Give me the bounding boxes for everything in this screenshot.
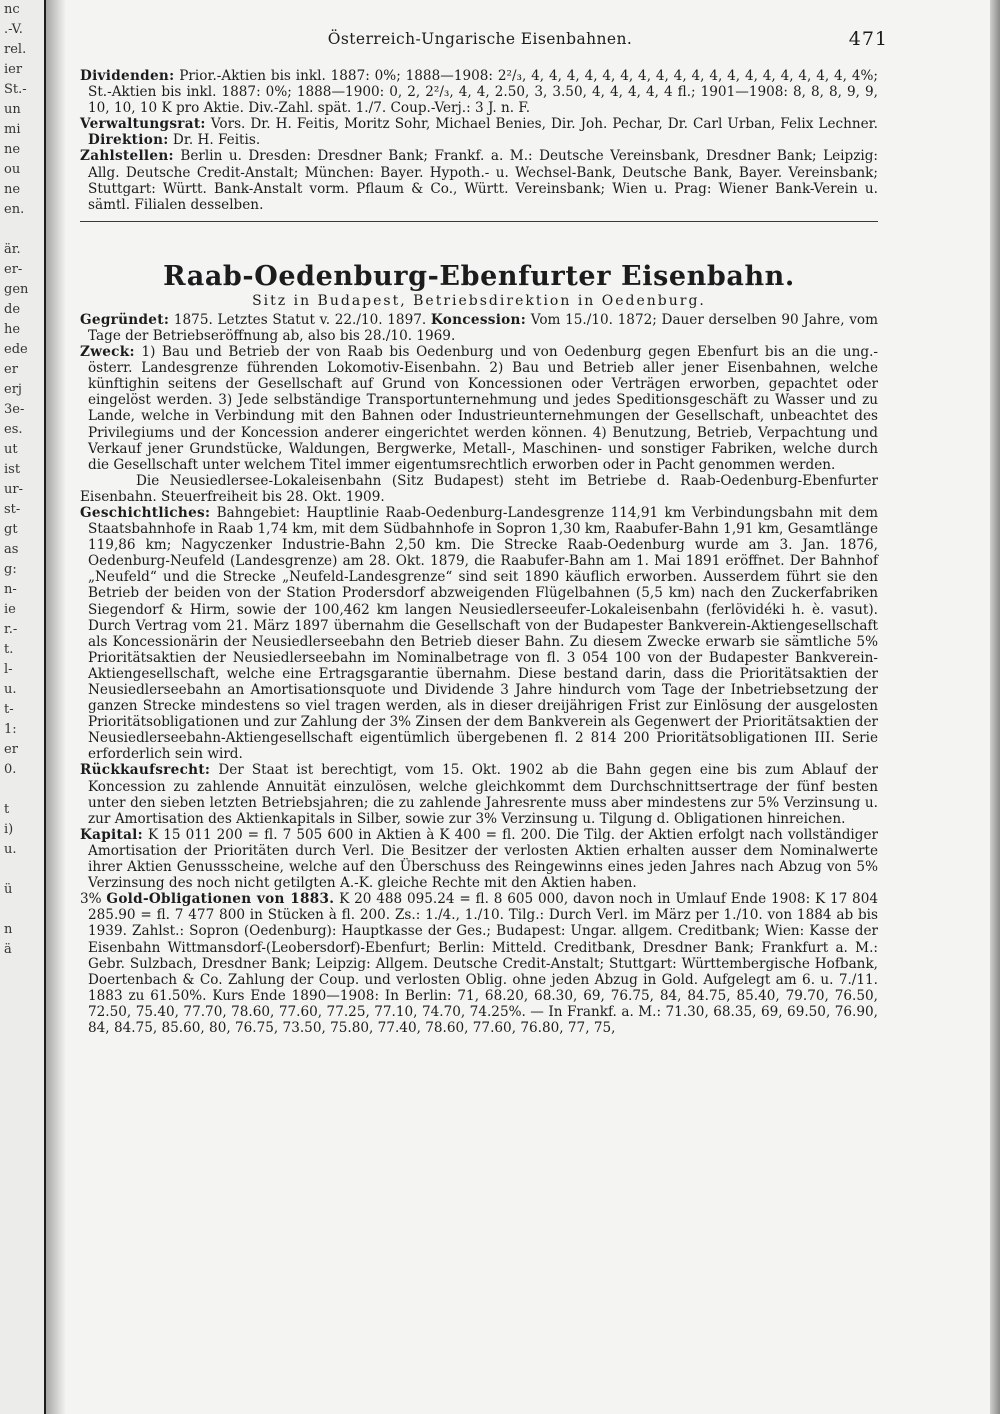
geschichtliches-entry <box>80 505 878 763</box>
entry-text: 1) Bau und Betrieb der von Raab bis Oedenburg und von Oedenburg gegen Ebenfurt bis an die ung.-österr. Landesgrenze führenden Lokomotiv-Eisenbahn. 2) Bau und Betrieb aller jener Eisenbahnen, welche künftighin seitens der Gesellschaft auf Grund von Koncessionen oder Verträgen erworben, gepachtet oder eingelöst werden. 3) Jede selbständige Transportunternehmung und jedes Speditionsgeschäft zu Wasser und zu Lande, welche in Verbindung mit den Bahnen oder Industrieunternehmungen der Gesellschaft, unbeachtet des Privilegiums und der Koncession anderer eingerichtet werden können. 4) Benutzung, Betrieb, Verpachtung und Verkauf jener Grundstücke, Waldungen, Bergwerke, Metall-, Maschinen- und sonstiger Fabriken, welche durch die Gesellschaft unter welchem Titel immer eigentumsrechtlich erworben oder in Pacht genommen werden. <box>88 344 878 473</box>
gutter-fragment: ie <box>4 602 16 617</box>
entry-label: Zahlstellen: <box>80 148 174 165</box>
gutter-fragment: ut <box>4 442 18 457</box>
entry-label: Geschichtliches: <box>80 504 211 521</box>
entry-label: Gold-Obligationen von 1883. <box>106 891 335 908</box>
gutter-fragment: er <box>4 742 18 757</box>
gutter-fragment: ier <box>4 62 23 77</box>
direktion-label: Direktion: <box>88 132 169 149</box>
entry-text: Berlin u. Dresden: Dresdner Bank; Frankf. a. M.: Deutsche Vereinsbank, Dresdner Bank; Leipzig: Allg. Deutsche Credit-Anstalt; München: Bayer. Hypoth.- u. Wechsel-Bank, Deutsche Bank, Bayer. Vereinsbank; Stuttgart: Württ. Bank-Anstalt vorm. Pflaum & Co., Württ. Vereinsbank; Wien u. Prag: Wiener Bank-Verein u. sämtl. Filialen desselben. <box>88 148 878 213</box>
article-title: Raab-Oedenburg-Ebenfurter Eisenbahn. <box>163 260 795 292</box>
article-subtitle: Sitz in Budapest, Betriebsdirektion in Oedenburg. <box>252 292 706 309</box>
entry-label: Rückkaufsrecht: <box>80 762 211 779</box>
gutter-fragment: .-V. <box>4 22 23 37</box>
gutter-fragment: er- <box>4 262 23 277</box>
entry-text: K 20 488 095.24 = fl. 8 605 000, davon noch in Umlauf Ende 1908: K 17 804 285.90 = fl. 7 477 800 in Stücken à fl. 200. Zs.: 1./4., 1./10. Tilg.: Durch Verl. im März per 1./10. von 1884 ab bis 1939. Zahlst.: Sopron (Oedenburg): Hauptkasse der Ges.; Budapest: Ungar. allgem. Creditbank; Wien: Kasse der Eisenbahn Wittmansdorf-(Leobersdorf)-Ebenfurt; Berlin: Mitteld. Creditbank, Dresdner Bank; Frankfurt a. M.: Gebr. Sulzbach, Dresdner Bank; Leipzig: Allgem. Deutsche Credit-Anstalt; Stuttgart: Württembergische Hofbank, Doertenbach & Co. Zahlung der Coup. und verlosten Oblig. ohne jeden Abzug in Gold. Aufgelegt am 6. u. 7./11. 1883 zu 61.50%. Kurs Ende 1890—1908: In Berlin: 71, 68.20, 68.30, 69, 76.75, 84, 84.75, 85.40, 79.70, 76.50, 72.50, 75.40, 77.70, 78.60, 77.60, 77.25, 77.10, 74.70, 74.25%. — In Frankf. a. M.: 71.30, 68.35, 69, 69.50, 76.90, 84, 84.75, 85.60, 80, 76.75, 73.50, 75.80, 77.40, 78.60, 77.60, 76.80, 77, 75, <box>88 891 879 1036</box>
gutter-fragment <box>0 220 44 240</box>
gutter-fragment: rel. <box>4 42 27 57</box>
page-edge <box>990 0 1000 1414</box>
gutter-fragment: en. <box>4 202 25 217</box>
gutter-fragment: nc <box>4 2 20 17</box>
rueckkaufsrecht-entry <box>80 762 878 826</box>
gutter-fragment: ne <box>4 182 21 197</box>
zahlstellen-entry <box>80 148 878 212</box>
gutter-fragment: he <box>4 322 21 337</box>
gutter-fragment <box>0 900 44 920</box>
gutter-fragment <box>0 960 44 980</box>
entry-text: Bahngebiet: Hauptlinie Raab-Oedenburg-Landesgrenze 114,91 km Verbindungsbahn mit dem Staatsbahnhofe in Raab 1,74 km, mit dem Südbahnhofe in Sopron 1,30 km, Raabufer-Bahn 1,91 km, Gesamtlänge 119,86 km; Nagyczenker Industrie-Bahn 2,50 km. Die Strecke Raab-Oedenburg wurde am 3. Jan. 1876, Oedenburg-Neufeld (Landesgrenze) am 28. Okt. 1879, die Raabufer-Bahn am 1. Mai 1891 eröffnet. Der Bahnhof „Neufeld“ und die Strecke „Neufeld-Landesgrenze“ sind seit 1890 käuflich erworben. Ausserdem führt sie den Betrieb der beiden von der Station Prodersdorf abzweigenden Flügelbahnen (5,5 km) nach den Zuckerfabriken Siegendorf & Hirm, sowie der 100,462 km langen Neusiedlerseeufer-Lokaleisenbahn (ferlövidéki h. è. vasut). Durch Vertrag vom 21. März 1897 übernahm die Gesellschaft von der Budapester Bankverein-Aktiengesellschaft als Koncessionärin der Neusiedlerseebahn den Betrieb dieser Bahn. Zu diesem Zwecke erwarb sie sämtliche 5% Prioritätsaktien der Neusiedlerseebahn im Nominalbetrage von fl. 3 054 100 von der Budapester Bankverein-Aktiengesellschaft, welche eine Ertragsgarantie übernahm. Diese bestand darin, dass die Prioritätsaktien der Neusiedlerseebahn an Amortisationsquote und Dividende 3 Jahre hindurch vom Tage der Inbetriebsetzung der ganzen Strecke mindestens so viel tragen werden, als in dieser dreijährigen Frist zur Einlösung der ausgelosten Prioritätsobligationen und zur Zahlung der 3% Zinsen der dem Bankverein als Gegenwert der Prioritätsaktien der Neusiedlerseebahn-Aktiengesellschaft eigentümlich übergebenen fl. 2 814 200 Prioritätsobligationen III. Serie erforderlich sein wird. <box>88 504 878 763</box>
gutter-fragment: 0. <box>4 762 17 777</box>
gutter-fragment: ne <box>4 142 21 157</box>
entry-label: Zweck: <box>80 344 135 361</box>
gutter-fragment: u. <box>4 682 17 697</box>
gutter-fragment: ou <box>4 162 21 177</box>
gutter-fragment: t. <box>4 642 14 657</box>
obligation-prefix: 3% <box>80 891 102 908</box>
gutter-fragment: un <box>4 102 21 117</box>
gutter-fragment: ü <box>4 882 13 897</box>
gutter-fragment: r.- <box>4 622 18 637</box>
konzession-label: Koncession: <box>430 311 527 328</box>
direktion-text: Dr. H. Feitis. <box>172 132 261 149</box>
gutter-fragment: t- <box>4 702 14 717</box>
entry-label: Kapital: <box>80 826 143 843</box>
gutter-fragment: de <box>4 302 21 317</box>
gutter-fragment: u. <box>4 842 17 857</box>
entry-text: Prior.-Aktien bis inkl. 1887: 0%; 1888—1908: 2²/₃, 4, 4, 4, 4, 4, 4, 4, 4, 4, 4, 4, 4, 4, 4, 4, 4, 4, 4, 4%; St.-Aktien bis inkl. 1887: 0%; 1888—1900: 0, 2, 2²/₃, 4, 4, 2.50, 3, 3.50, 4, 4, 4, 4, 4 fl.; 1901—1908: 8, 8, 8, 9, 9, 10, 10, 10 K pro Aktie. Div.-Zahl. spät. 1./7. Coup.-Verj.: 3 J. n. F. <box>88 68 878 117</box>
gutter-fragment <box>0 1000 44 1020</box>
gutter-fragment: ist <box>4 462 21 477</box>
gutter-fragment: mi <box>4 122 21 137</box>
gutter-fragment: i) <box>4 822 14 837</box>
gutter-fragment: ä <box>4 942 12 957</box>
entry-text: 1875. Letztes Statut v. 22./10. 1897. <box>173 311 427 328</box>
gutter-fragment: t <box>4 802 10 817</box>
zweck-entry <box>80 344 878 473</box>
binding-shadow <box>44 0 66 1414</box>
gutter-fragment: gt <box>4 522 18 537</box>
text-column <box>80 68 878 1036</box>
section-divider <box>80 221 878 222</box>
kapital-entry <box>80 827 878 891</box>
gutter-fragment: st- <box>4 502 21 517</box>
gegruendet-entry <box>80 312 878 344</box>
gutter-fragment: g: <box>4 562 17 577</box>
gutter-fragment: n- <box>4 582 17 597</box>
gutter-fragment: es. <box>4 422 23 437</box>
gutter-fragment: erj <box>4 382 22 397</box>
gutter-fragment: n <box>4 922 13 937</box>
gutter-fragment <box>0 860 44 880</box>
entry-label: Gegründet: <box>80 311 170 328</box>
gutter-fragment: er <box>4 362 18 377</box>
obligationen-entry <box>80 891 878 1036</box>
entry-label: Dividenden: <box>80 68 175 84</box>
entry-text: K 15 011 200 = fl. 7 505 600 in Aktien à K 400 = fl. 200. Die Tilg. der Aktien erfolgt nach vollständiger Amortisation der Prioritäten durch Verl. Die Besitzer der verlosten Aktien erhalten ausser dem Nominalwerte ihrer Aktien Genussscheine, welche auf den Überschuss des Reingewinns eines jeden Jahres nach Abzug von 5% Verzinsung des noch nicht getilgten A.-K. gleiche Rechte mit den Aktien haben. <box>88 826 878 892</box>
gutter-fragment <box>0 1020 44 1040</box>
gutter-fragment: l- <box>4 662 13 677</box>
entry-text: Vors. Dr. H. Feitis, Moritz Sohr, Michael Benies, Dir. Joh. Pechar, Dr. Carl Urban, Felix Lechner. <box>210 116 878 133</box>
gutter-fragment: 1: <box>4 722 17 737</box>
gutter-fragment <box>0 1040 44 1060</box>
page-number: 471 <box>848 28 888 50</box>
gutter-fragment: 3e- <box>4 402 25 417</box>
gutter-fragment: ur- <box>4 482 23 497</box>
entry-label: Verwaltungsrat: <box>80 116 206 133</box>
facing-page-gutter <box>0 0 46 1414</box>
gutter-fragment: St.- <box>4 82 27 97</box>
running-header <box>80 28 888 60</box>
gutter-fragment: as <box>4 542 19 557</box>
konzession-text: Vom 15./10. 1872; Dauer derselben 90 Jahre, vom Tage der Betriebseröffnung ab, also bis 28./10. 1969. <box>88 311 879 344</box>
dividenden-entry <box>80 68 878 116</box>
running-title: Österreich-Ungarische Eisenbahnen. <box>327 30 633 48</box>
gutter-fragment: är. <box>4 242 21 257</box>
entry-text: Der Staat ist berechtigt, vom 15. Okt. 1902 ab die Bahn gegen eine bis zum Ablauf der Koncession zu zahlende Annuität einzulösen, welche gleichkommt dem Durchschnittsertrage der fünf besten unter den sieben letzten Betriebsjahren; die zu zahlende Jahresrente muss aber mindestens zur 5% Verzinsung u. zur Amortisation des Aktienkapitals in Silber, sowie zur 3% Verzinsung u. Tilgung d. Obligationen hinreichen. <box>88 762 878 827</box>
gutter-fragment <box>0 780 44 800</box>
gutter-fragment <box>0 980 44 1000</box>
gutter-fragment: gen <box>4 282 29 297</box>
gutter-fragment: ede <box>4 342 28 357</box>
zweck-paragraph-2: Die Neusiedlersee-Lokaleisenbahn (Sitz Budapest) steht im Betriebe d. Raab-Oedenburg-Ebenfurter Eisenbahn. Steuerfreiheit bis 28. Okt. 1909. <box>80 472 878 505</box>
verwaltungsrat-entry <box>80 116 878 148</box>
